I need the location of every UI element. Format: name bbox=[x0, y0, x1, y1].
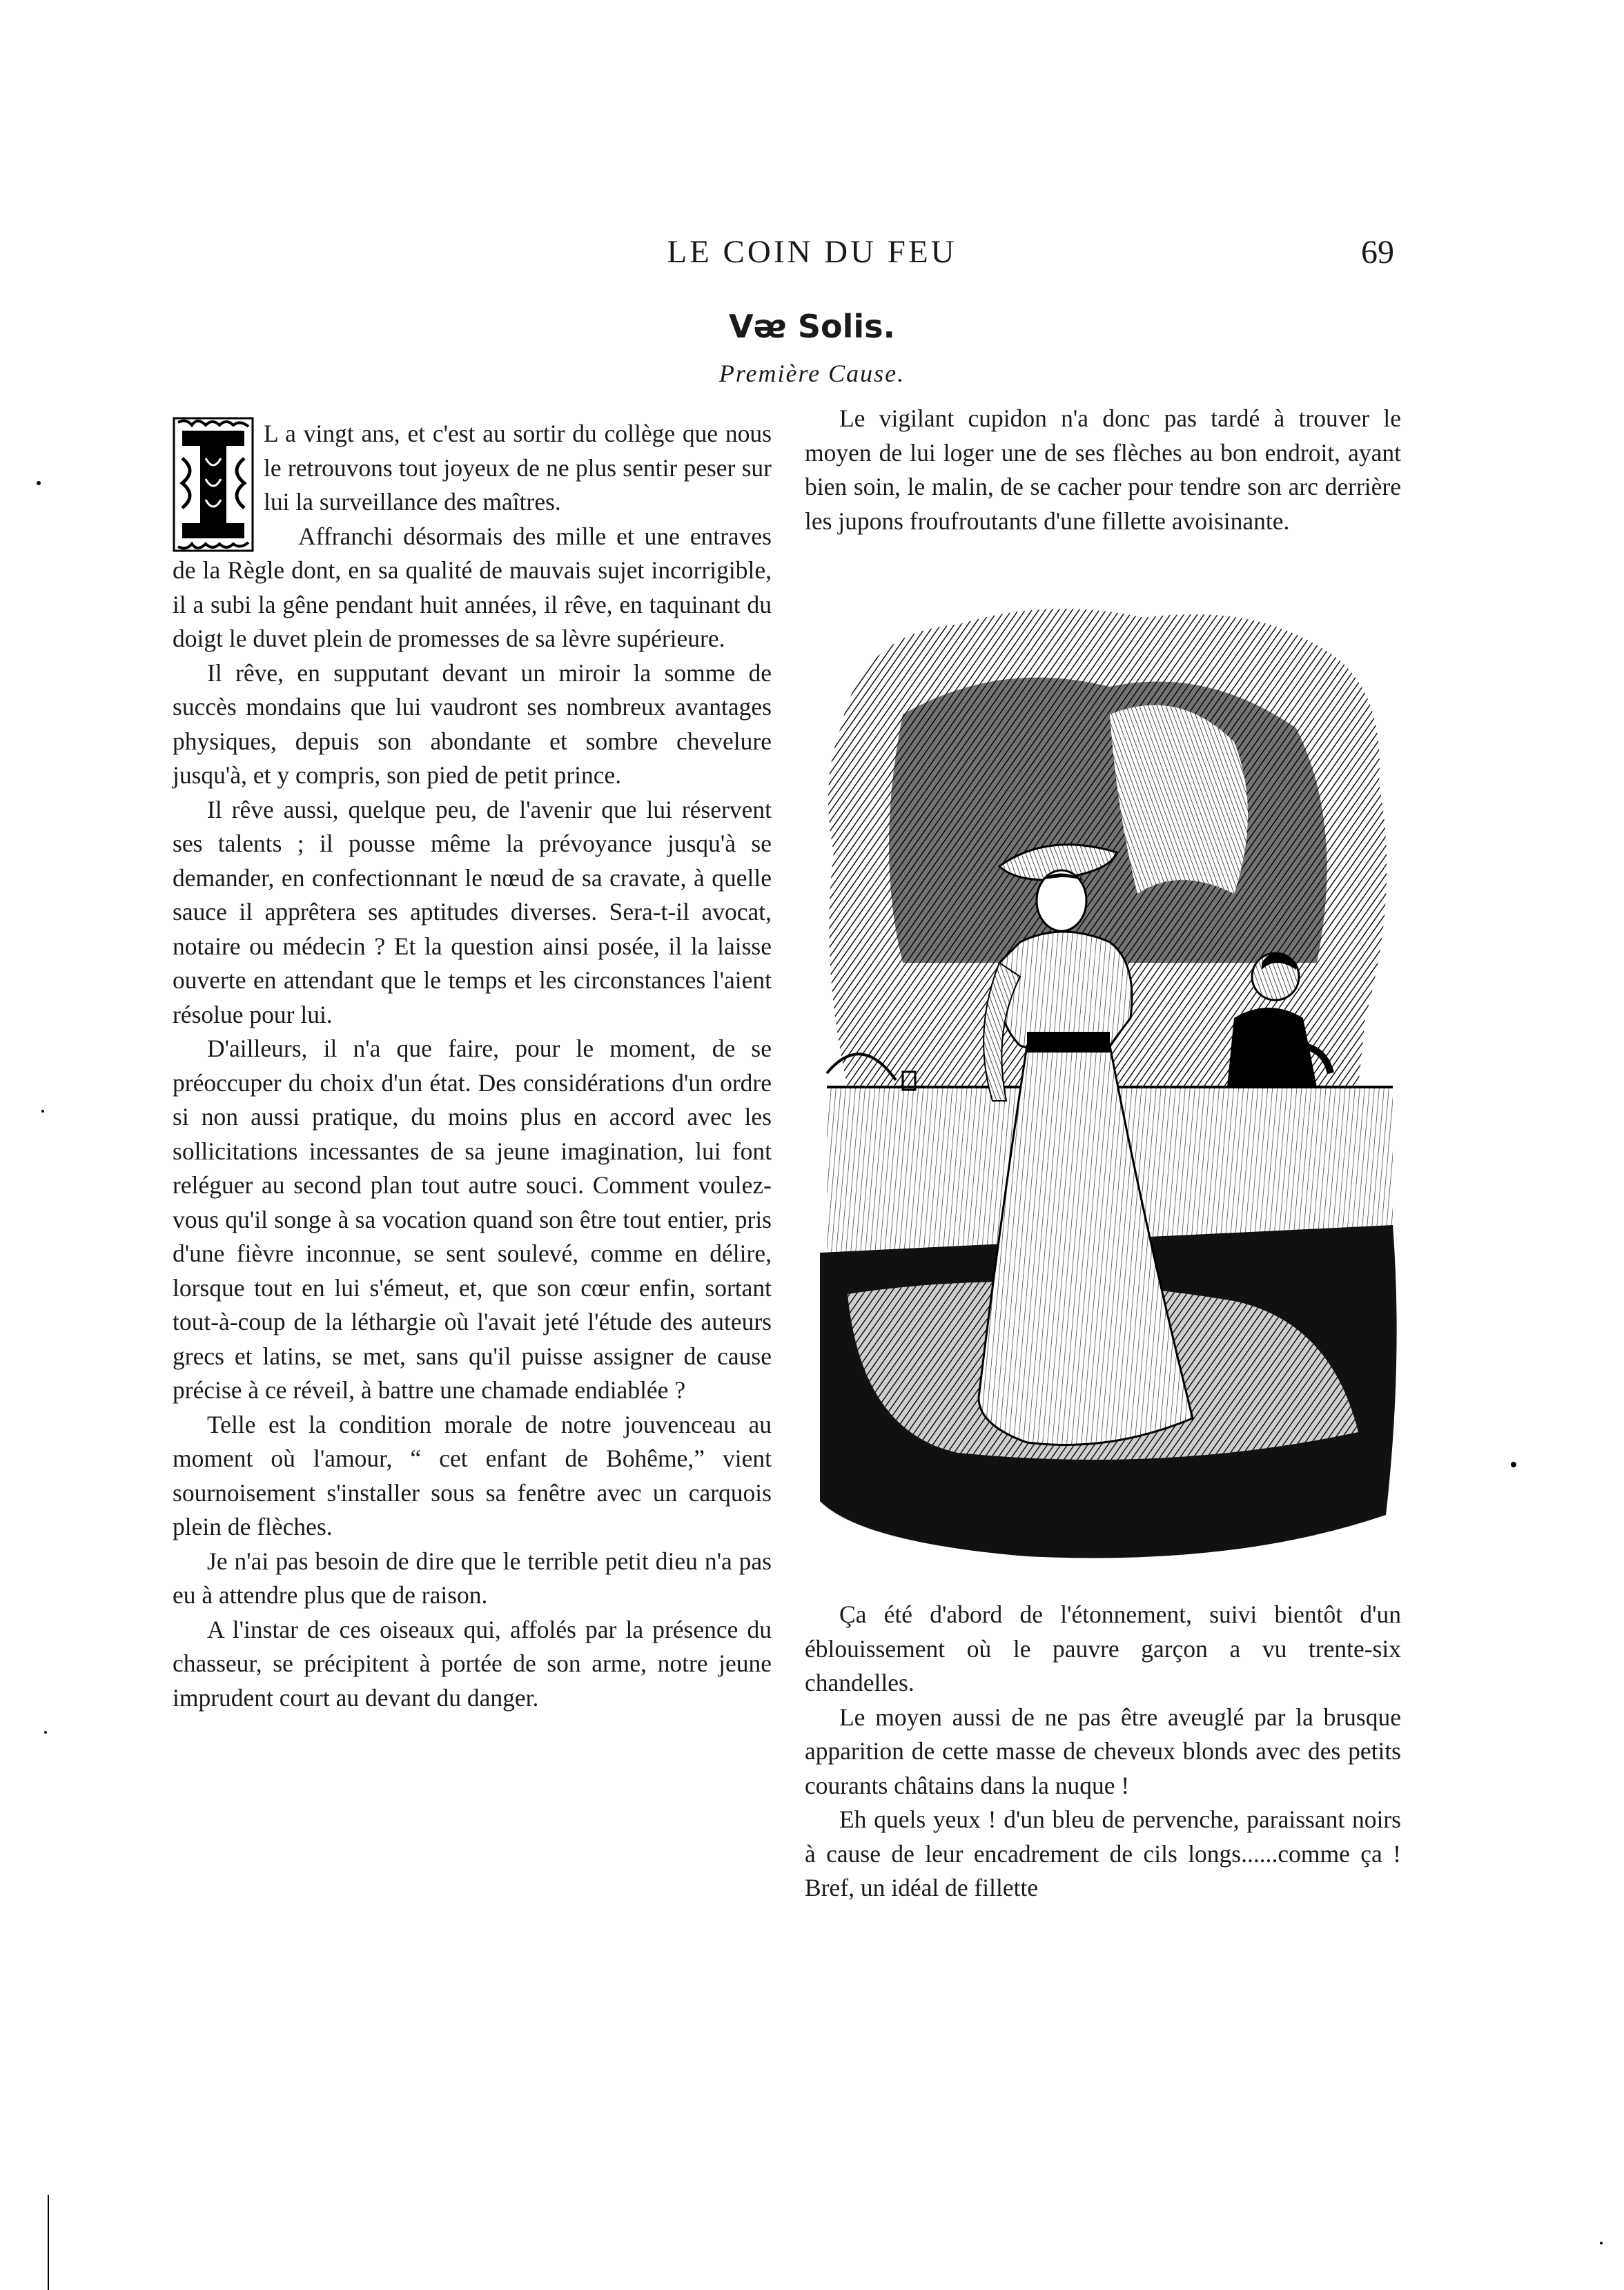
article-subtitle: Première Cause. bbox=[718, 360, 906, 387]
running-head: LE COIN DU FEU bbox=[667, 234, 957, 270]
paragraph: Le moyen aussi de ne pas être aveuglé par la brusque apparition de cette masse de cheveux blonds avec des petits courants châtains dans la nuque ! bbox=[805, 1703, 1401, 1799]
paragraph: Ça été d'abord de l'étonnement, suivi bientôt d'un éblouissement où le pauvre garçon a vu trente-six chandelles. bbox=[805, 1601, 1401, 1696]
paragraph: Affranchi désormais des mille et une entraves de la Règle dont, en sa qualité de mauvais sujet incorrigible, il a subi la gêne pendant huit années, il rêve, en taquinant du doigt le duvet plein de promesses de sa lèvre supérieure. bbox=[173, 522, 772, 652]
paragraph: Je n'ai pas besoin de dire que le terrible petit dieu n'a pas eu à attendre plus que de raison. bbox=[173, 1547, 772, 1609]
paragraph: Il rêve aussi, quelque peu, de l'avenir que lui réservent ses talents ; il pousse même la prévoyance jusqu'à se demander, en confectionnant le nœud de sa cravate, à quelle sauce il apprêtera ses aptitudes diverses. Sera-t-il avocat, notaire ou médecin ? Et la question ainsi posée, il la laisse ouverte en attendant que le temps et les circonstances l'aient résolue pour lui. bbox=[173, 795, 772, 1028]
paragraph: D'ailleurs, il n'a que faire, pour le moment, de se préoccuper du choix d'un état. Des considérations d'un ordre si non aussi pratique, du moins plus en accord avec les sollicitations incessantes de sa jeune imagination, lui font reléguer au second plan tout autre souci. Comment voulez-vous qu'il songe à sa vocation quand son être tout entier, pris d'une fièvre inconnue, se sent soulevé, comme en délire, lorsque tout en lui s'émeut, et, que son cœur enfin, sortant tout-à-coup de la léthargie où l'avait jeté l'étude des auteurs grecs et latins, se met, sans qu'il puisse assigner de cause précise à ce réveil, à battre une chamade endiablée ? bbox=[173, 1035, 772, 1404]
article-title: Vᴂ Solis. bbox=[729, 308, 895, 345]
paragraph: A l'instar de ces oiseaux qui, affolés par la présence du chasseur, se précipitent à portée de son arme, notre jeune imprudent court au devant du danger. bbox=[173, 1615, 772, 1712]
paragraph: Eh quels yeux ! d'un bleu de pervenche, paraissant noirs à cause de leur encadrement de cils longs......comme ça ! Bref, un idéal de fillette bbox=[805, 1805, 1401, 1901]
paragraph: Telle est la condition morale de notre jouvenceau au moment où l'amour, “ cet enfant de Bohême,” vient sournoisement s'installer sous sa fenêtre avec un carquois plein de flèches. bbox=[173, 1410, 772, 1540]
paragraph: Le vigilant cupidon n'a donc pas tardé à trouver le moyen de lui loger une de ses flèches au bon endroit, ayant bien soin, le malin, de se cacher pour tendre son arc derrière les jupons froufroutants d'une fillette avoisinante. bbox=[805, 404, 1401, 535]
paragraph-text: L a vingt ans, et c'est au sortir du collège que nous le retrouvons tout joyeux de ne plus sentir peser sur lui la surveillance des maîtres. bbox=[264, 420, 772, 516]
page-number: 69 bbox=[1361, 234, 1394, 271]
paragraph: Il rêve, en supputant devant un miroir la somme de succès mondains que lui vaudront ses nombreux avantages physiques, depuis son abondante et sombre chevelure jusqu'à, et y compris, son pied de petit prince. bbox=[173, 658, 772, 789]
